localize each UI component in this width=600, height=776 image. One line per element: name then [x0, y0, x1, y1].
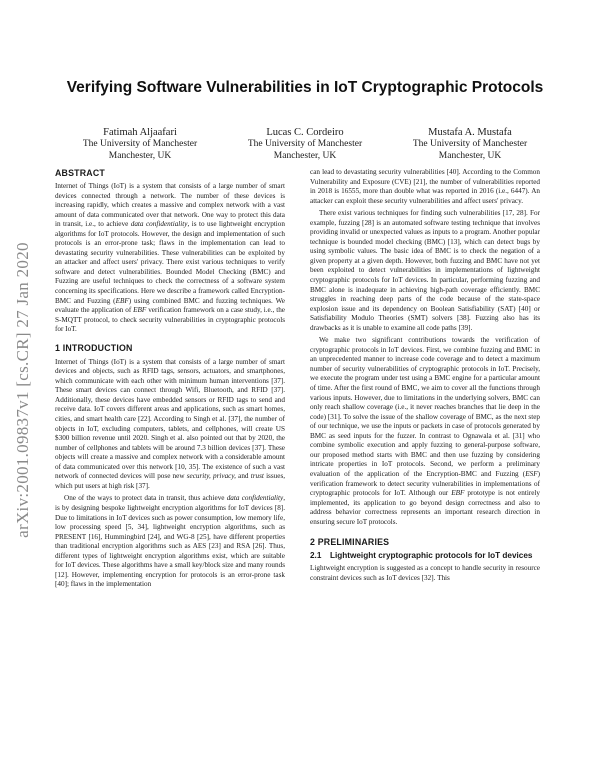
author-name: Mustafa A. Mustafa — [428, 127, 512, 138]
paper-title: Verifying Software Vulnerabilities in IoT Cryptographic Protocols — [66, 79, 544, 96]
author-affiliation: The University of Manchester — [82, 139, 198, 149]
author-affiliation: The University of Manchester — [247, 139, 363, 149]
intro-paragraph-3: can lead to devastating security vulnerabilities [40]. According to the Common Vulnerability and Exposure (CVE) [21], the number of vulnerabilities reported in 2018 is 16555, more than double what was reported in 2016 (i.e., 6447). An attacker can exploit these security vulnerabilities and affect users' privacy. — [310, 168, 540, 205]
prelim-paragraph-1: Lightweight encryption is suggested as a concept to handle security in resource constraint devices such as IoT devices [32]. This — [310, 564, 540, 582]
intro-paragraph-2: One of the ways to protect data in transit, thus achieve data confidentiality, is by designing bespoke lightweight encryption algorithms for IoT devices [8]. Due to limitations in IoT devices such as power consumption, low memory life, low processing speed [5, 34], lightweight encryption algorithms, such as PRESENT [16], Hummingbird [24], and WG-8 [25], have different properties than traditional encryption algorithms such as AES [23] and RSA [26]. Thus, different types of lightweight encryption algorithms exist, which are suitable for IoT devices. These algorithms have a small key/block size and many rounds [12]. However, implementing encryption for protocols is an error-prone task [40]; flaws in the implementation — [55, 494, 286, 589]
author-block — [60, 126, 550, 166]
author-location: Manchester, UK — [108, 150, 172, 161]
left-column — [55, 168, 285, 590]
preliminaries-heading: 2 PRELIMINARIES — [310, 537, 390, 548]
author-1 — [55, 126, 225, 162]
author-location: Manchester, UK — [273, 150, 337, 161]
author-affiliation: The University of Manchester — [412, 139, 528, 149]
subsection-number: 2.1 — [310, 551, 322, 561]
right-column — [310, 168, 540, 583]
abstract-text: Internet of Things (IoT) is a system that consists of a large number of smart devices connected through a network. The number of these devices is increasing rapidly, which creates a massive and complex network with a vast amount of data communicated over that network. One way to protect this data in transit, i.e., to achieve data confidentiality, is to use lightweight encryption algorithms for IoT protocols. However, the design and implementation of such protocols is an error-prone task; flaws in the implementation can lead to devastating security vulnerabilities. These vulnerabilities can be exploited by an attacker and affect users' privacy. There exist various techniques to verify software and detect vulnerabilities. Bounded Model Checking (BMC) and Fuzzing are useful techniques to check the correctness of a software system concerning its specifications. Here we describe a framework called Encryption-BMC and Fuzzing (EBF) using combined BMC and fuzzing techniques. We evaluate the application of EBF verification framework on a case study, i.e., the S-MQTT protocol, to check security vulnerabilities in cryptographic protocols for IoT. — [55, 182, 285, 334]
author-name: Fatimah Aljaafari — [103, 127, 177, 138]
author-2 — [220, 126, 390, 162]
author-3 — [385, 126, 555, 162]
author-name: Lucas C. Cordeiro — [266, 127, 344, 138]
subsection-heading — [310, 551, 540, 561]
introduction-heading: 1 INTRODUCTION — [55, 342, 133, 353]
intro-paragraph-4: There exist various techniques for finding such vulnerabilities [17, 28]. For example, fuzzing [28] is an automated software testing technique that involves providing invalid or unexpected values as inputs to a program. Another popular technique is bounded model checking (BMC) [13], which can detect bugs by using symbolic values. The basic idea of BMC is to check the negation of a given property at a given depth. However, both fuzzing and BMC have not yet been exploited to detect vulnerabilities in implementations of lightweight cryptographic protocols for IoT devices. In particular, performing fuzzing and BMC alone is inadequate in achieving high-path coverage efficiently. BMC struggles in reaching deep parts of the code because of the state-space explosion issue and its dependency on Boolean Satisfiability (SAT) [40] or Satisfiability Modulo Theories (SMT) solvers [38]. Fuzzing also has its drawbacks as it is unable to examine all code paths [39]. — [310, 209, 540, 332]
arxiv-stamp: arXiv:2001.09837v1 [cs.CR] 27 Jan 2020 — [13, 242, 32, 538]
intro-paragraph-5: We make two significant contributions towards the verification of cryptographic protocols in IoT devices. First, we combine fuzzing and BMC in an unprecedented manner to increase code coverage and to detect a maximum number of security vulnerabilities of cryptographic protocols in IoT. Precisely, we execute the program under test using a BMC engine for a particular amount of time. After the first round of BMC, we aim to cover all the functions through various inputs. However, due to limitations in the underlying solvers, BMC can only reach shallow coverage (i.e., it never reaches branches that lie deep in the code) [31]. To solve the issue of the shallow coverage of BMC, as the next step of our technique, we use the inputs or packets in case of protocols generated by BMC as seed inputs for the fuzzer. In contrast to Ognawala et al. [31] who combine symbolic execution and apply fuzzing to general-purpose software, our proposed method starts with BMC and then use fuzzing by considering intricate properties in IoT protocols. Second, we perform a preliminary evaluation of the application of the Encryption-BMC and Fuzzing (ESF) verification framework to detect security vulnerabilities in implementations of cryptographic protocols for IoT. Although our EBF prototype is not entirely implemented, its application to go beyond design correctness and also to address behavior correctness represents an important research direction in ensuring secure IoT protocols. — [310, 336, 540, 526]
author-location: Manchester, UK — [438, 150, 502, 161]
subsection-title: Lightweight cryptographic protocols for IoT devices — [330, 551, 533, 561]
intro-paragraph-1: Internet of Things (IoT) is a system that consists of a large number of smart devices and objects, such as RFID tags, sensors, actuators, and smartphones, which communicate with each other with minimum human interventions [37]. These smart devices can connect through Wifi, Bluetooth, and RFID [37]. Additionally, these devices have embedded sensors or RFID tags to send and receive data. IoT covers different areas and applications, such as smart homes, cities, and smart health care [22]. According to Singh et al. [37], the number of objects in IoT, excluding computers, tablets, and cellphones, will create US $300 billion revenue until 2020. Singh et al. also pointed out that by 2020, the number of cellphones and tablets will be around 7.3 billion devices [37]. These objects will create a massive and complex network with a considerable amount of data communicated over this network [10, 35]. The existence of such a vast network of connected devices will pose new security, privacy, and trust issues, which put users at high risk [37]. — [55, 357, 286, 490]
abstract-heading: ABSTRACT — [55, 168, 105, 178]
